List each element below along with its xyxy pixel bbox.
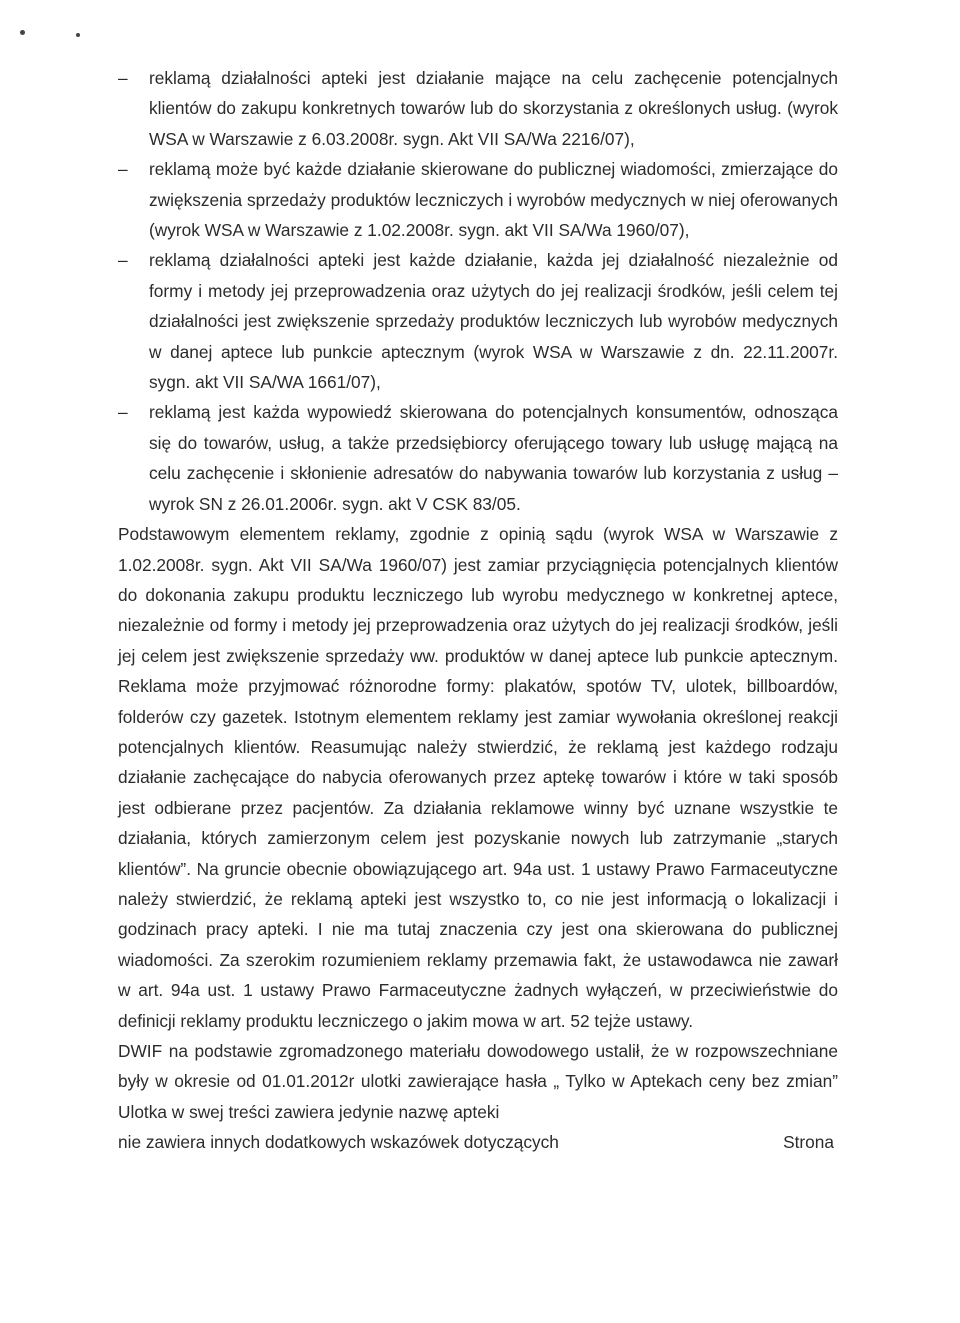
scan-artifact-dot [20, 30, 25, 35]
dash-marker: – [118, 402, 128, 423]
dash-marker: – [118, 159, 128, 180]
closing-line-text: nie zawiera innych dodatkowych wskazówek dotyczących [118, 1132, 559, 1153]
closing-line [118, 1127, 834, 1157]
list-item-text: reklamą może być każde działanie skierowane do publicznej wiadomości, zmierzające do zwiększenia sprzedaży produktów leczniczych i wyrobów medycznych w niej oferowanych (wyrok WSA w Warszawie z 1.02.2008r. sygn. akt VII SA/Wa 1960/07), [149, 159, 838, 241]
scan-artifact-dot [76, 33, 80, 37]
list-item-text: reklamą jest każda wypowiedź skierowana do potencjalnych konsumentów, odnosząca się do towarów, usług, a także przedsiębiorcy oferującego towary lub usługę mającą na celu zachęcenie i skłonienie adresatów do nabywania towarów lub korzystania z usług – wyrok SN z 26.01.2006r. sygn. akt V CSK 83/05. [149, 402, 838, 514]
definition-list [118, 63, 838, 519]
list-item-text: reklamą działalności apteki jest każde działanie, każda jej działalność niezależnie od formy i metody jej przeprowadzenia oraz użytych do jej realizacji środków, jeśli celem tej działalności jest zwiększenie sprzedaży produktów leczniczych lub wyrobów medycznych w danej aptece lub punkcie aptecznym (wyrok WSA w Warszawie z dn. 22.11.2007r. sygn. akt VII SA/WA 1661/07), [149, 250, 838, 393]
list-item [118, 397, 838, 519]
list-item [118, 154, 838, 245]
list-item [118, 245, 838, 397]
paragraph-dwif-findings: DWIF na podstawie zgromadzonego materiału dowodowego ustalił, że w rozpowszechniane były w okresie od 01.01.2012r ulotki zawierające hasła „ Tylko w Aptekach ceny bez zmian” Ulotka w swej treści zawiera jedynie nazwę apteki [118, 1041, 838, 1122]
dash-marker: – [118, 250, 128, 271]
dash-marker: – [118, 68, 128, 88]
list-item [118, 63, 838, 154]
list-item-text: reklamą działalności apteki jest działanie mające na celu zachęcenie potencjalnych klientów do zakupu konkretnych towarów lub do skorzystania z określonych usług. (wyrok WSA w Warszawie z 6.03.2008r. sygn. Akt VII SA/Wa 2216/07), [149, 68, 838, 149]
paragraph-advertising-definition: Podstawowym elementem reklamy, zgodnie z opinią sądu (wyrok WSA w Warszawie z 1.02.2008r. sygn. Akt VII SA/Wa 1960/07) jest zamiar przyciągnięcia potencjalnych klientów do dokonania zakupu produktu leczniczego lub wyrobu medycznego w konkretnej aptece, niezależnie od formy i metody jej przeprowadzenia oraz użytych do jej realizacji środków, jeśli jej celem jest zwiększenie sprzedaży ww. produktów w danej aptece lub punkcie aptecznym. Reklama może przyjmować różnorodne formy: plakatów, spotów TV, ulotek, billboardów, folderów czy gazetek. Istotnym elementem reklamy jest zamiar wywołania określonej reakcji potencjalnych klientów. Reasumując należy stwierdzić, że reklamą jest każdego rodzaju działanie zachęcające do nabycia oferowanych przez aptekę towarów i które w taki sposób jest odbierane przez pacjentów. Za działania reklamowe winny być uznane wszystkie te działania, których zamierzonym celem jest pozyskanie nowych lub zatrzymanie „starych klientów”. Na gruncie obecnie obowiązującego art. 94a ust. 1 ustawy Prawo Farmaceutyczne należy stwierdzić, że reklamą apteki jest wszystko to, co nie jest informacją o lokalizacji i godzinach pracy apteki. I nie ma tutaj znaczenia czy jest ona skierowana do publicznej wiadomości. Za szerokim rozumieniem reklamy przemawia fakt, że ustawodawca nie zawarł w art. 94a ust. 1 ustawy Prawo Farmaceutyczne żadnych wyłączeń, w przeciwieństwie do definicji reklamy produktu leczniczego o jakim mowa w art. 52 tejże ustawy. [118, 524, 838, 1031]
page-footer-label: Strona [783, 1132, 834, 1153]
document-body [118, 63, 838, 1158]
